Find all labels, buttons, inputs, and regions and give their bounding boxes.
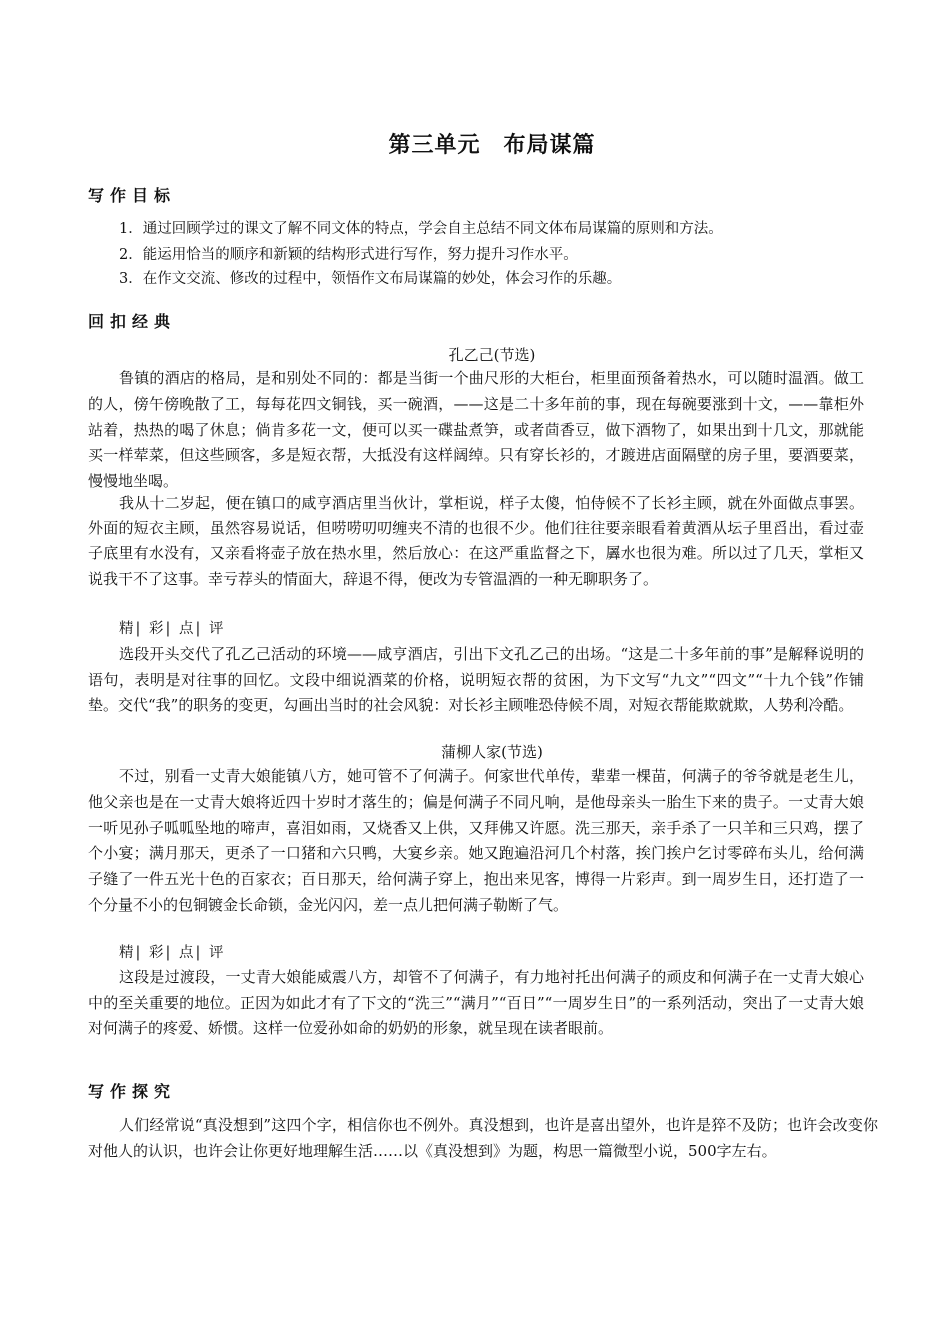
section-heading-goals: 写作目标 [88,186,177,205]
comment-text: 选段开头交代了孔乙己活动的环境——咸亨酒店，引出下文孔乙己的出场。“这是二十多年前的事”是解释说明的语句，表明是对往事的回忆。文段中细说酒菜的价格，说明短衣帮的贫困，为下文写“九文”“四文”“十九个钱”作铺垫。交代“我”的职务的变更，勾画出当时的社会风貌：对长衫主顾唯恐侍候不周，对短衣帮能欺就欺，人势利冷酷。 [88,645,864,715]
comment-label: 精| 彩| 点| 评 [119,945,226,961]
passage-paragraph: 鲁镇的酒店的格局，是和别处不同的：都是当街一个曲尺形的大柜台，柜里面预备着热水，可以随时温酒。做工的人，傍午傍晚散了工，每每花四文铜钱，买一碗酒，——这是二十多年前的事，现在每碗要涨到十文，——靠柜外站着，热热的喝了休息；倘肯多花一文，便可以买一碟盐煮笋，或者茴香豆，做下酒物了，如果出到十几文，那就能买一样荤菜，但这些顾客，多是短衣帮，大抵没有这样阔绰。只有穿长衫的，才踱进店面隔壁的房子里，要酒要菜，慢慢地坐喝。 [88,369,864,491]
page-title: 第三单元 布局谋篇 [388,133,596,158]
article-title-kongyiji: 孔乙己(节选) [448,346,536,364]
passage-paragraph: 不过，别看一丈青大娘能镇八方，她可管不了何满子。何家世代单传，辈辈一棵苗，何满子的爷爷就是老生儿，他父亲也是在一丈青大娘将近四十岁时才落生的；偏是何满子不同凡响，是他母亲头一胎生下来的贵子。一丈青大娘一听见孙子呱呱坠地的啼声，喜泪如雨，又烧香又上供，又拜佛又许愿。洗三那天，亲手杀了一只羊和三只鸡，摆了个小宴；满月那天，更杀了一口猪和六只鸭，大宴乡亲。她又跑遍沿河几个村落，挨门挨户乞讨零碎布头儿，给何满子缝了一件五光十色的百家衣；百日那天，给何满子穿上，抱出来见客，博得一片彩声。到一周岁生日，还打造了一个分量不小的包铜镀金长命锁，金光闪闪，差一点儿把何满子勒断了气。 [88,767,864,914]
section-heading-classics: 回扣经典 [88,312,177,331]
goal-item-1: 1．通过回顾学过的课文了解不同文体的特点，学会自主总结不同文体布局谋篇的原则和方法。 [119,221,723,237]
comment-label: 精| 彩| 点| 评 [119,621,226,637]
article-title-puliurenjia: 蒲柳人家(节选) [441,743,543,761]
passage-paragraph: 我从十二岁起，便在镇口的咸亨酒店里当伙计，掌柜说，样子太傻，怕侍候不了长衫主顾，就在外面做点事罢。外面的短衣主顾，虽然容易说话，但唠唠叨叨缠夹不清的也很不少。他们往往要亲眼看着黄酒从坛子里舀出，看过壶子底里有水没有，又亲看将壶子放在热水里，然后放心：在这严重监督之下，羼水也很为难。所以过了几天，掌柜又说我干不了这事。幸亏荐头的情面大，辞退不得，便改为专管温酒的一种无聊职务了。 [88,494,864,588]
section-heading-explore: 写作探究 [88,1082,177,1101]
goal-item-3: 3．在作文交流、修改的过程中，领悟作文布局谋篇的妙处，体会习作的乐趣。 [119,271,622,287]
goal-item-2: 2．能运用恰当的顺序和新颖的结构形式进行写作，努力提升习作水平。 [119,247,578,263]
comment-text: 这段是过渡段，一丈青大娘能威震八方，却管不了何满子，有力地衬托出何满子的顽皮和何满子在一丈青大娘心中的至关重要的地位。正因为如此才有了下文的“洗三”“满月”“百日”“一周岁生日”的一系列活动，突出了一丈青大娘对何满子的疼爱、娇惯。这样一位爱孙如命的奶奶的形象，就呈现在读者眼前。 [88,968,864,1038]
writing-prompt: 人们经常说“真没想到”这四个字，相信你也不例外。真没想到，也许是喜出望外，也许是猝不及防；也许会改变你对他人的认识，也许会让你更好地理解生活……以《真没想到》为题，构思一篇微型小说，500字左右。 [88,1116,878,1160]
